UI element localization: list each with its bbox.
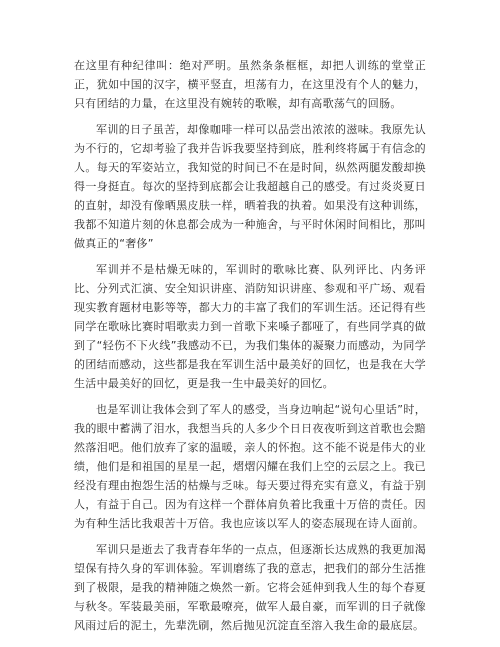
paragraph-hardship: 军训的日子虽苦，却像咖啡一样可以品尝出浓浓的滋味。我原先认为不行的，它却考验了我并告诉我要坚持到底，胜利终将属于有信念的人。每天的军姿站立，我知觉的时间已不在是时间，纵然两腿发酸却换得一身挺直。每次的坚持到底都会让我超越自己的感受。有过炎炎夏日的直射，却没有像晒黑皮肤一样，晒着我的执着。如果没有这种训练，我都不知道片刻的休息都会成为一种施舍，与平时休闲时间相比，那叫做真正的“奢侈”	[74, 123, 426, 250]
paragraph-activities: 军训并不是枯燥无味的，军训时的歌咏比赛、队列评比、内务评比、分列式汇演、安全知识讲座、消防知识讲座、参观和平广场、观看现实教育题材电影等等，都大力的丰富了我们的军训生活。还记得有些同学在歌咏比赛时唱歌卖力到一首歌下来嗓子都哑了，有些同学真的做到了“轻伤不下火线”我感动不已，为我们集体的凝聚力而感动，为同学的团结而感动，这些都是我在军训生活中最美好的回忆，也是我在大学生活中最美好的回忆，更是我一生中最美好的回忆。	[74, 263, 426, 390]
paragraph-soldier-feelings: 也是军训让我体会到了军人的感受，当身边响起“说句心里话”时，我的眼中蓄满了泪水，我想当兵的人多少个日日夜夜听到这首歌也会黯然落泪吧。他们放弃了家的温暖，亲人的怀抱。这不能不说是伟大的业绩，他们是和祖国的星星一起，熠熠闪耀在我们上空的云层之上。我已经没有理由抱怨生活的枯燥与乏味。每天要过得充实有意义，有益于别人，有益于自己。因为有这样一个群体肩负着比我重十万倍的责任。因为有种生活比我艰苦十万倍。我也应该以军人的姿态展现在诗人面前。	[74, 403, 426, 530]
paragraph-discipline: 在这里有种纪律叫：绝对严明。虽然条条框框，却把人训练的堂堂正正，犹如中国的汉字，横平竖直，坦荡有力，在这里没有个人的魅力，只有团结的力量，在这里没有婉转的歌喉，却有高歌荡气的回肠。	[74, 59, 426, 110]
paragraph-conclusion: 军训只是逝去了我青春年华的一点点，但逐渐长达成熟的我更加渴望保有持久身的军训体验。军训磨练了我的意志，把我们的部分生活推到了极限，是我的精神随之焕然一新。它将会延伸到我人生的每个春夏与秋冬。军装最美丽，军歌最嘹亮，做军人最自豪，而军训的日子就像风雨过后的泥土，先辈洗刷，然后抛见沉淀直至溶入我生命的最底层。	[74, 543, 426, 632]
document-body	[74, 56, 426, 642]
